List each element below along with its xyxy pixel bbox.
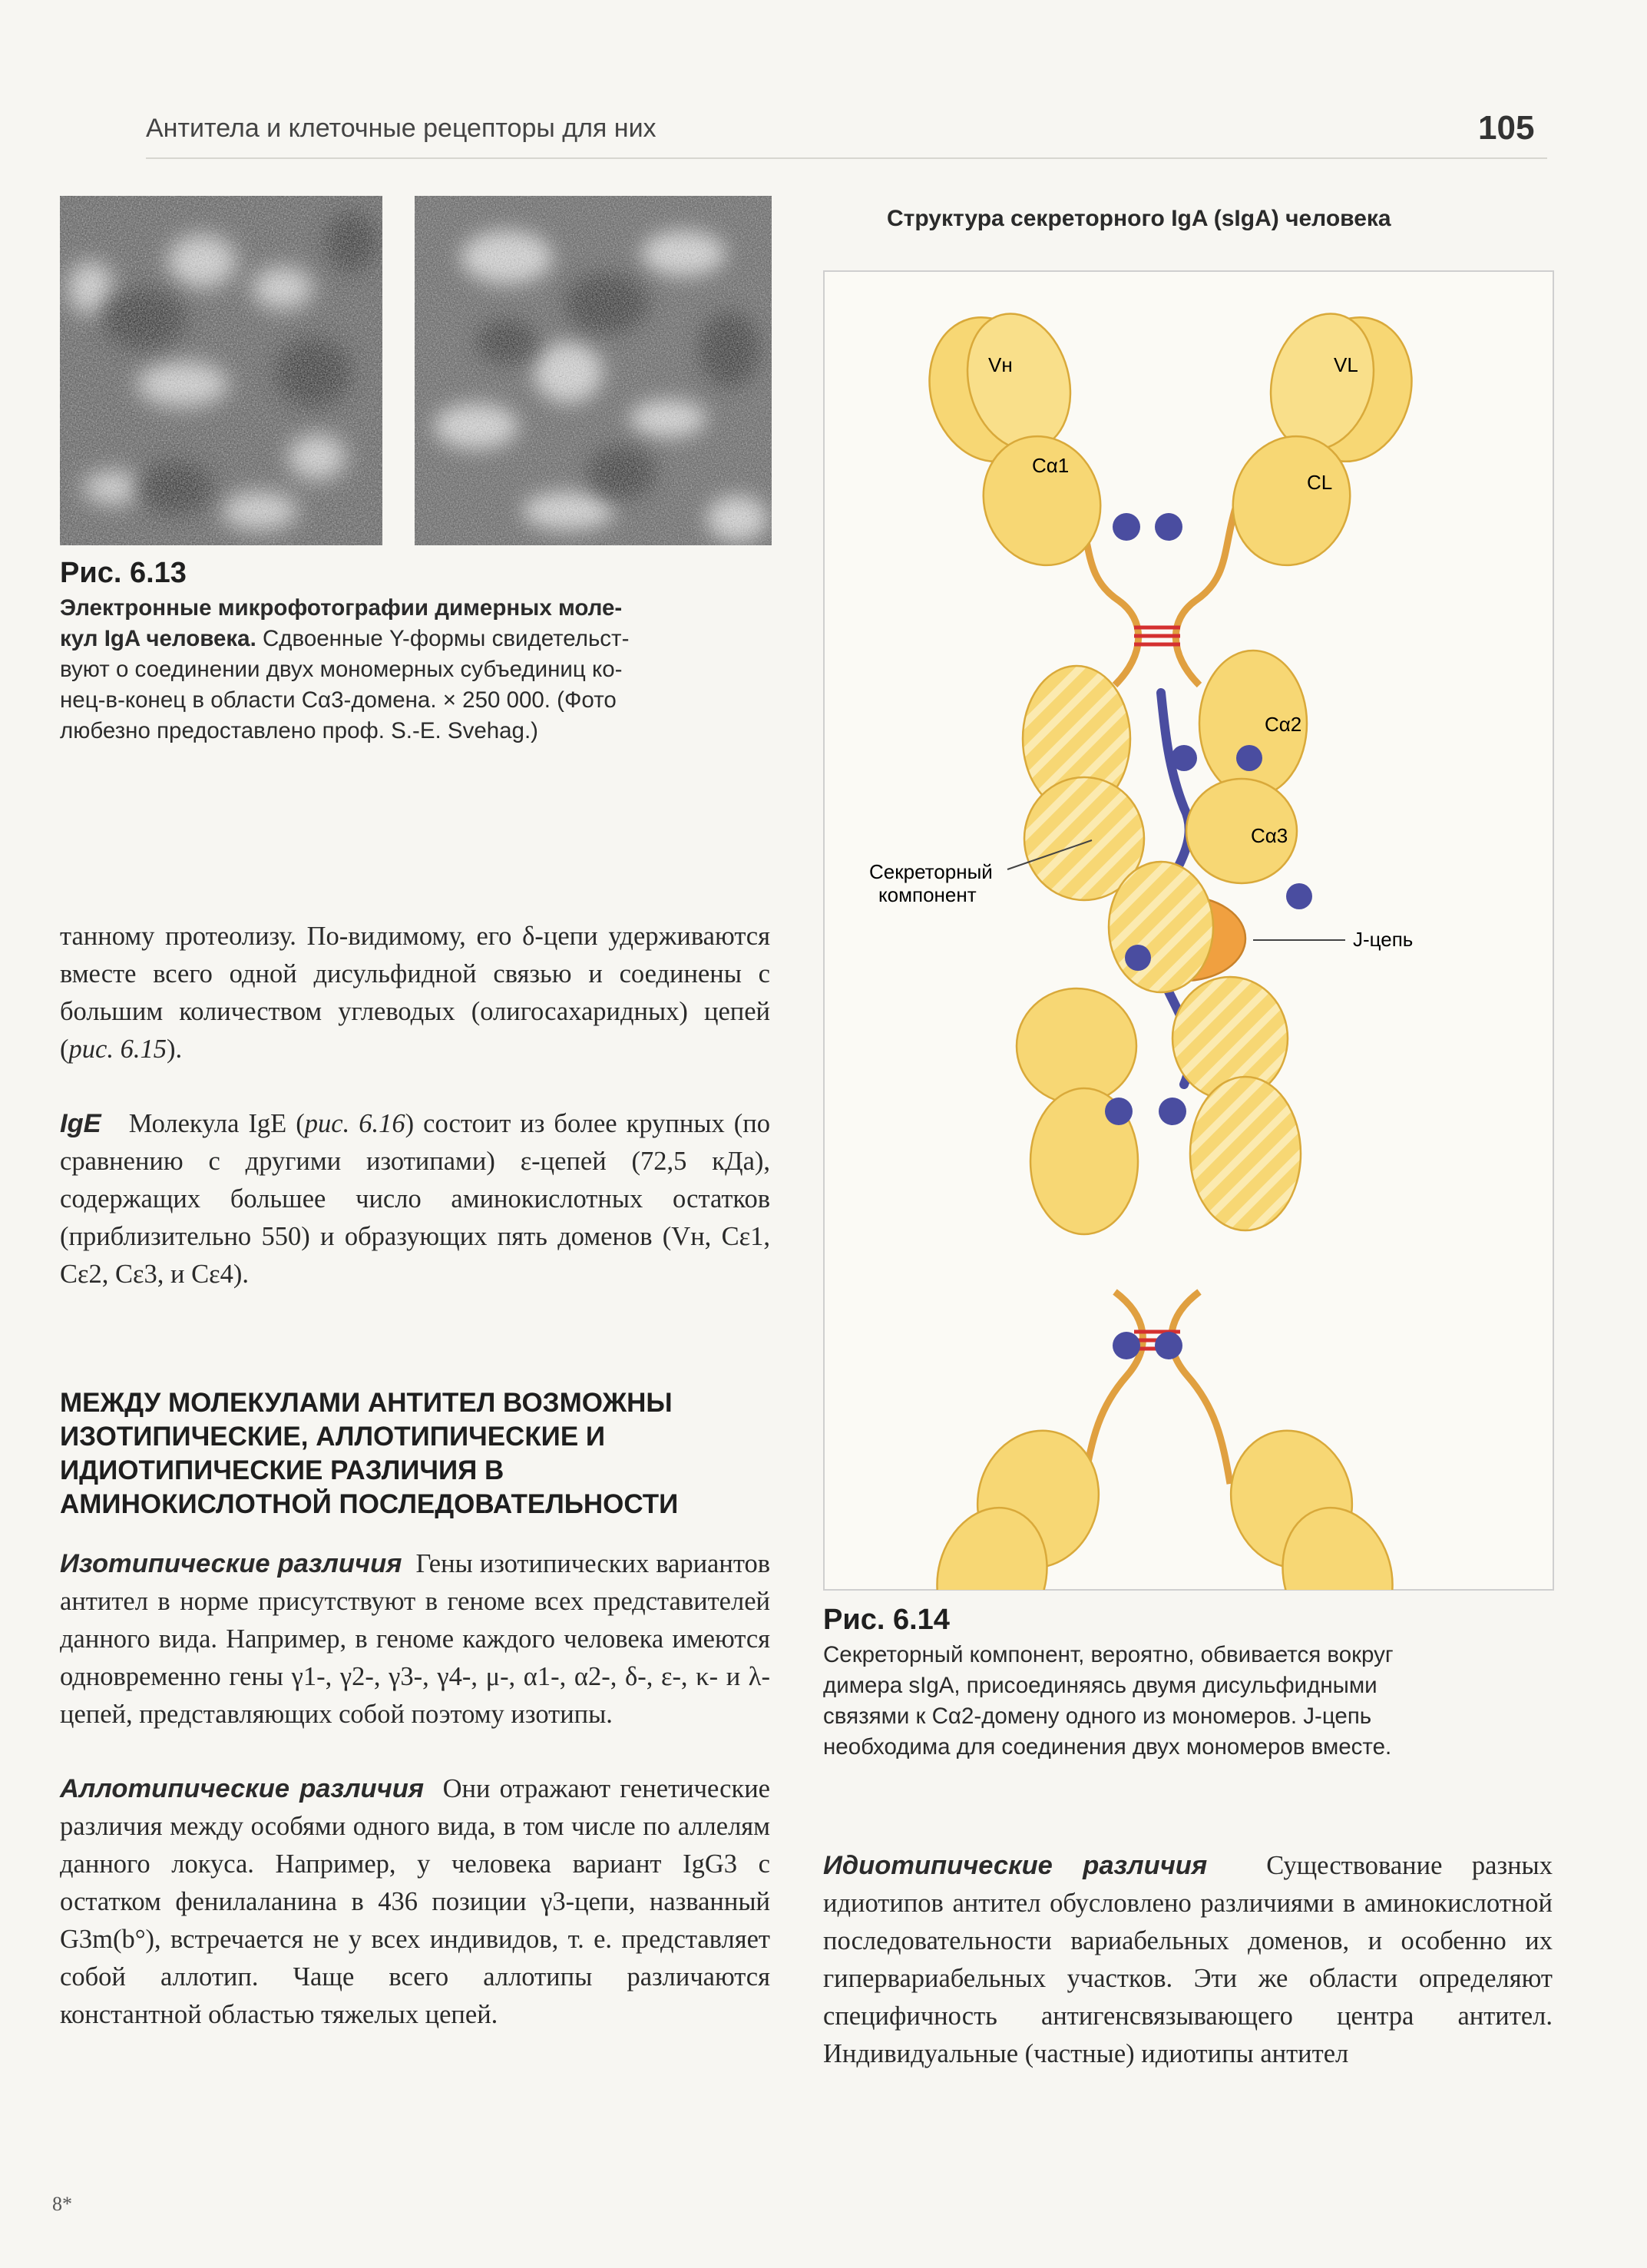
fab-upper-left [914, 302, 1119, 581]
caption-bold-line-2: кул IgA человека. [60, 626, 256, 651]
caption-bold-line-1: Электронные микрофотографии димерных моле- [60, 595, 623, 621]
hinge-lower-left [1084, 1292, 1143, 1484]
micrograph-left [60, 196, 382, 545]
fc-center-striped [1109, 862, 1213, 992]
para-allotypic: Аллотипические различия Они отражают генетические различия между особями одного вида, в том числе по аллелям данного локуса. Например, у человека вариант IgG3 с остатком фенилаланина в 436 позиции γ3-цепи, названный G3m(b°), встречается не у всех индивидов, т. е. представляет собой аллотип. Чаще всего аллотипы различаются константной областью тяжелых цепей. [60, 1774, 770, 2029]
caption-line-4: нец-в-конец в области Cα3-домена. × 250 000. (Фото [60, 687, 617, 713]
label-vl: VL [1334, 353, 1358, 376]
right-column [823, 1847, 1553, 2073]
label-ca3: Cα3 [1251, 824, 1288, 847]
para-ige: IgE Молекула IgE (рис. 6.16) состоит из более крупных (по сравнению с другими изотипами) ε-цепей (72,5 кДа), содержащих большее число аминокислотных остатков (приблизительно 550) и образующих пять доменов (Vн, Cε1, Cε2, Cε3, и Cε4). [60, 1109, 771, 1289]
micrograph-right [415, 196, 772, 545]
fab-upper-right [1215, 302, 1427, 581]
label-ca1: Cα1 [1032, 454, 1070, 477]
siga-structure-diagram [823, 270, 1553, 1590]
figure-6-14-label: Рис. 6.14 [823, 1604, 950, 1636]
figure-6-14-caption: Секреторный компонент, вероятно, обвивается вокруг димера sIgA, присоединяясь двумя дисульфидными связями к Cα2-домену одного из мономеров. J-цепь необходима для соединения двух мономеров вместе. [823, 1642, 1394, 1760]
fab-lower-right [1215, 1417, 1407, 1590]
fab-lower-left [922, 1417, 1114, 1590]
left-column-lower [60, 1545, 770, 2034]
ige-term: IgE [60, 1109, 101, 1138]
figure-6-13-caption [60, 593, 774, 747]
hinge-upper-right [1176, 501, 1238, 685]
label-secretory-1: Секреторный [869, 860, 993, 883]
page-number: 105 [1478, 109, 1535, 147]
label-ca2: Cα2 [1265, 713, 1302, 736]
running-title: Антитела и клеточные рецепторы для них [146, 114, 656, 143]
isotypic-term: Изотипические различия [60, 1549, 402, 1578]
label-vh: Vн [988, 353, 1013, 376]
signature-mark: 8* [52, 2193, 72, 2215]
caption-line-3: вуют о соединении двух мономерных субъединиц ко- [60, 657, 623, 682]
section-heading: МЕЖДУ МОЛЕКУЛАМИ АНТИТЕЛ ВОЗМОЖНЫ ИЗОТИПИЧЕСКИЕ, АЛЛОТИПИЧЕСКИЕ И ИДИОТИПИЧЕСКИЕ РАЗЛИЧИЯ В АМИНОКИСЛОТНОЙ ПОСЛЕДОВАТЕЛЬНОСТИ [60, 1388, 679, 1519]
figure-6-14-title: Структура секреторного IgA (sIgA) человека [887, 206, 1391, 231]
para-proteolysis: танному протеолизу. По-видимому, его δ-цепи удерживаются вместе всего одной дисульфидной связью и соединены с большим количеством углеводых (олигосахаридных) цепей (рис. 6.15). [60, 922, 770, 1064]
para-idiotypic: Идиотипические различия Существование разных идиотипов антител обусловлено различиями в аминокислотной последовательности вариабельных доменов, и особенно их гипервариабельных участков. Эти же области определяют специфичность антигенсвязывающего центра антител. Индивидуальные (частные) идиотипы антител [823, 1851, 1553, 2068]
fc-lower [1017, 977, 1301, 1234]
allotypic-term: Аллотипические различия [60, 1774, 425, 1803]
figure-6-13-label: Рис. 6.13 [60, 557, 187, 589]
caption-line-2-rest: Сдвоенные Y-формы свидетельст- [256, 626, 630, 651]
idiotypic-term: Идиотипические различия [823, 1851, 1208, 1880]
label-secretory-2: компонент [878, 883, 977, 906]
label-jchain: J-цепь [1353, 928, 1414, 951]
para-isotypic: Изотипические различия Гены изотипических вариантов антител в норме присутствуют в геноме всех представителей данного вида. Например, в геноме каждого человека имеются одновременно гены γ1-, γ2-, γ3-, γ4-, μ-, α1-, α2-, δ-, ε-, κ- и λ-цепей, представляющих собой поэтому изотипы. [60, 1549, 770, 1729]
header-divider [146, 157, 1547, 159]
label-cl: CL [1307, 471, 1333, 494]
hinge-lower-right [1172, 1292, 1230, 1484]
left-column [60, 918, 770, 1293]
caption-line-5: любезно предоставлено проф. S.-E. Svehag.) [60, 718, 538, 743]
